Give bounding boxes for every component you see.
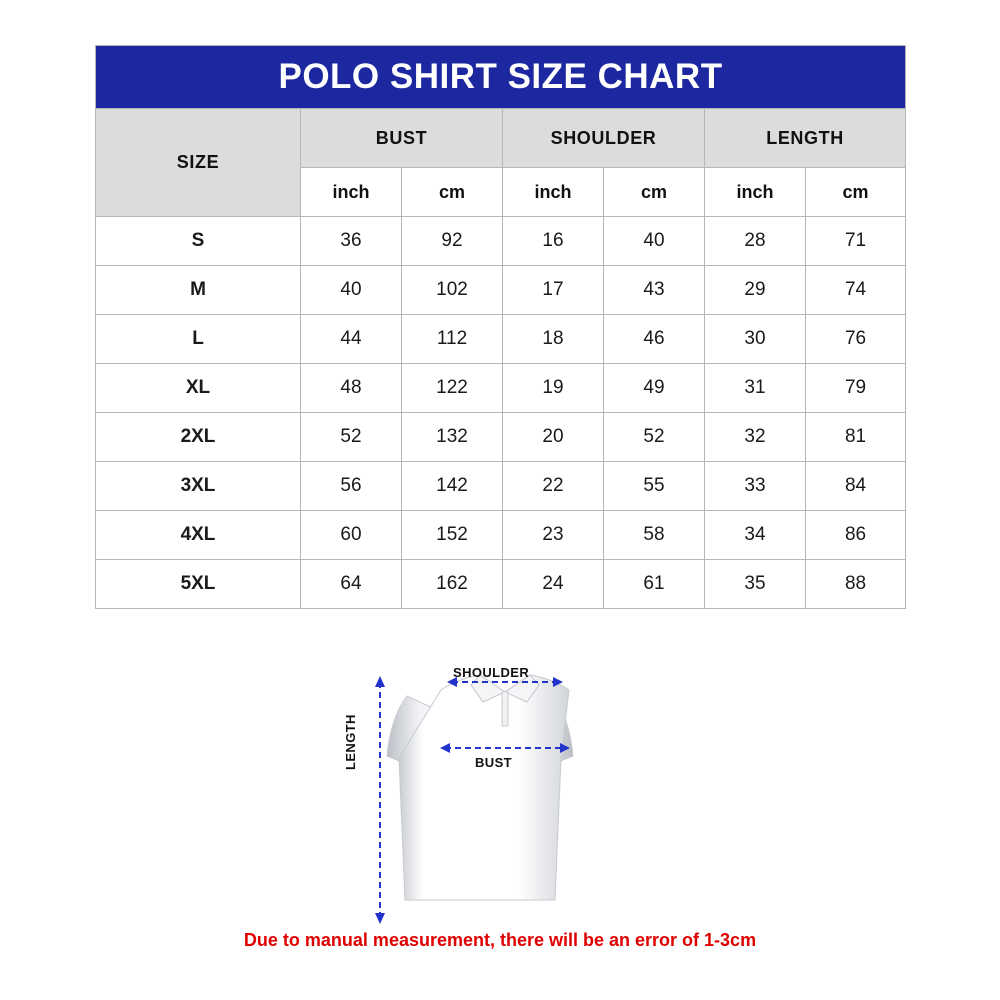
table-row — [96, 511, 906, 560]
measurement-illustration — [343, 630, 655, 930]
cell-shoulder-inch: 19 — [503, 364, 604, 413]
header-length: LENGTH — [705, 109, 906, 168]
table-row — [96, 266, 906, 315]
cell-bust-cm: 132 — [402, 413, 503, 462]
cell-shoulder-inch: 22 — [503, 462, 604, 511]
table-row — [96, 315, 906, 364]
cell-length-cm: 76 — [806, 315, 906, 364]
cell-shoulder-cm: 55 — [604, 462, 705, 511]
cell-bust-cm: 92 — [402, 217, 503, 266]
unit-shoulder-inch: inch — [503, 168, 604, 217]
cell-bust-inch: 44 — [301, 315, 402, 364]
table-row — [96, 462, 906, 511]
header-size: SIZE — [96, 109, 301, 217]
table-row — [96, 413, 906, 462]
cell-length-inch: 28 — [705, 217, 806, 266]
cell-size: 4XL — [96, 511, 301, 560]
cell-shoulder-cm: 46 — [604, 315, 705, 364]
cell-size: M — [96, 266, 301, 315]
cell-shoulder-inch: 20 — [503, 413, 604, 462]
cell-size: 5XL — [96, 560, 301, 609]
cell-shoulder-inch: 18 — [503, 315, 604, 364]
cell-bust-cm: 102 — [402, 266, 503, 315]
size-chart-container — [95, 45, 905, 609]
cell-length-inch: 32 — [705, 413, 806, 462]
cell-shoulder-cm: 61 — [604, 560, 705, 609]
cell-shoulder-cm: 40 — [604, 217, 705, 266]
measurement-note: Due to manual measurement, there will be an error of 1-3cm — [243, 930, 757, 950]
cell-shoulder-cm: 43 — [604, 266, 705, 315]
cell-bust-inch: 56 — [301, 462, 402, 511]
table-row — [96, 364, 906, 413]
table-row — [96, 560, 906, 609]
cell-length-cm: 74 — [806, 266, 906, 315]
cell-shoulder-cm: 52 — [604, 413, 705, 462]
cell-bust-inch: 48 — [301, 364, 402, 413]
cell-size: 2XL — [96, 413, 301, 462]
table-row — [96, 217, 906, 266]
cell-length-inch: 34 — [705, 511, 806, 560]
length-measure-label: LENGTH — [343, 714, 358, 770]
cell-bust-cm: 122 — [402, 364, 503, 413]
cell-length-inch: 33 — [705, 462, 806, 511]
cell-size: 3XL — [96, 462, 301, 511]
header-shoulder: SHOULDER — [503, 109, 705, 168]
cell-length-inch: 30 — [705, 315, 806, 364]
cell-length-inch: 35 — [705, 560, 806, 609]
cell-length-cm: 86 — [806, 511, 906, 560]
size-chart-table — [95, 45, 906, 609]
cell-size: S — [96, 217, 301, 266]
cell-size: L — [96, 315, 301, 364]
cell-bust-inch: 60 — [301, 511, 402, 560]
cell-length-inch: 31 — [705, 364, 806, 413]
cell-length-cm: 84 — [806, 462, 906, 511]
cell-shoulder-cm: 49 — [604, 364, 705, 413]
cell-bust-inch: 52 — [301, 413, 402, 462]
cell-size: XL — [96, 364, 301, 413]
cell-shoulder-inch: 23 — [503, 511, 604, 560]
cell-bust-inch: 40 — [301, 266, 402, 315]
cell-shoulder-inch: 16 — [503, 217, 604, 266]
cell-bust-cm: 152 — [402, 511, 503, 560]
page-title: POLO SHIRT SIZE CHART — [96, 46, 906, 109]
unit-length-inch: inch — [705, 168, 806, 217]
cell-length-cm: 79 — [806, 364, 906, 413]
cell-shoulder-inch: 24 — [503, 560, 604, 609]
cell-bust-cm: 142 — [402, 462, 503, 511]
unit-bust-cm: cm — [402, 168, 503, 217]
column-header-row — [96, 109, 906, 168]
chart-title-row — [96, 46, 906, 109]
cell-length-cm: 88 — [806, 560, 906, 609]
unit-length-cm: cm — [806, 168, 906, 217]
cell-bust-cm: 162 — [402, 560, 503, 609]
shoulder-measure-label: SHOULDER — [453, 665, 530, 680]
cell-bust-inch: 36 — [301, 217, 402, 266]
cell-shoulder-inch: 17 — [503, 266, 604, 315]
bust-measure-label: BUST — [475, 755, 512, 770]
cell-length-cm: 71 — [806, 217, 906, 266]
header-bust: BUST — [301, 109, 503, 168]
unit-bust-inch: inch — [301, 168, 402, 217]
cell-length-cm: 81 — [806, 413, 906, 462]
cell-shoulder-cm: 58 — [604, 511, 705, 560]
unit-shoulder-cm: cm — [604, 168, 705, 217]
cell-bust-cm: 112 — [402, 315, 503, 364]
cell-length-inch: 29 — [705, 266, 806, 315]
cell-bust-inch: 64 — [301, 560, 402, 609]
